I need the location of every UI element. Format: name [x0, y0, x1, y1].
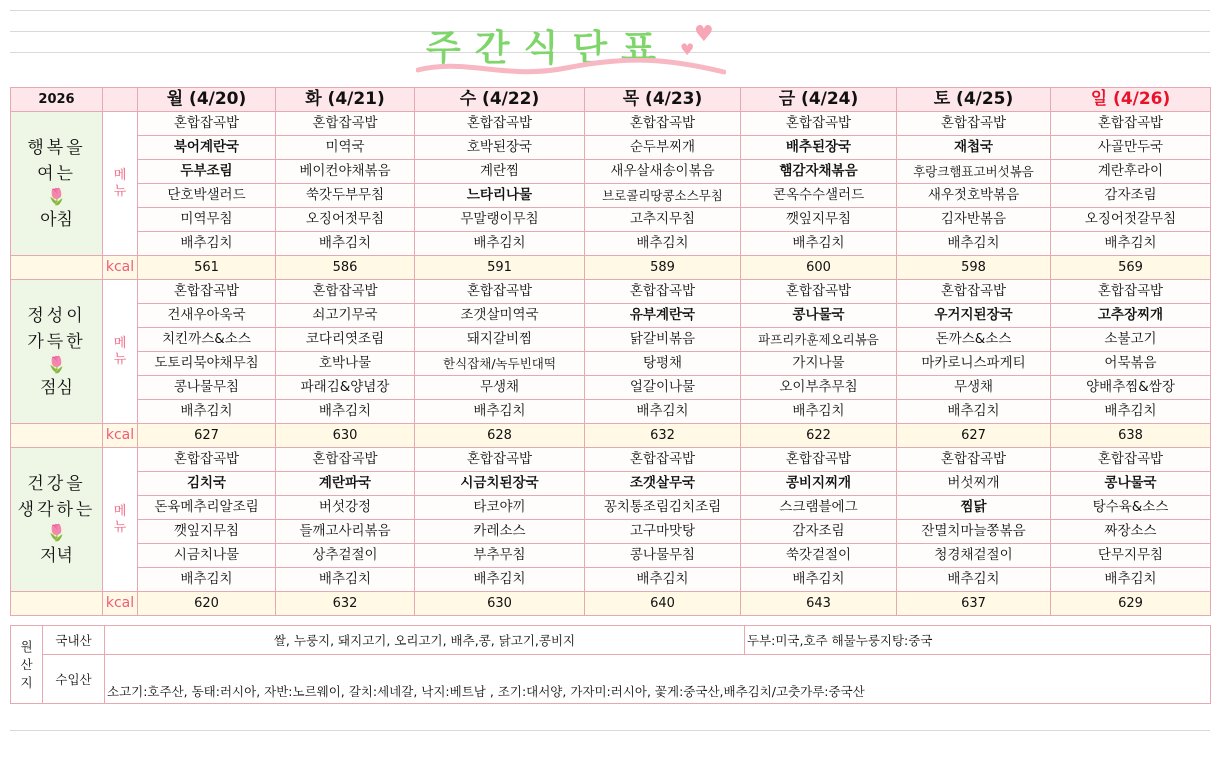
- menu-item: 돈육메추리알조림: [138, 496, 276, 520]
- kcal-value: 629: [1051, 592, 1211, 616]
- menu-item: 혼합잡곡밥: [1051, 280, 1211, 304]
- kcal-value: 630: [415, 592, 585, 616]
- title-area: [276, 10, 900, 80]
- menu-item: 타코야끼: [415, 496, 585, 520]
- menu-item: 탕평채: [585, 352, 741, 376]
- menu-item: 새우젓호박볶음: [897, 184, 1051, 208]
- menu-label-text: 메뉴: [113, 503, 127, 535]
- menu-item: 마카로니스파게티: [897, 352, 1051, 376]
- kcal-value: 589: [585, 256, 741, 280]
- domestic-text: 쌀, 누룽지, 돼지고기, 오리고기, 배추,콩, 닭고기,콩비지: [105, 626, 745, 655]
- menu-item: 무생채: [897, 376, 1051, 400]
- menu-item: 배추김치: [276, 232, 415, 256]
- menu-item: 카레소스: [415, 520, 585, 544]
- menu-item: 유부계란국: [585, 304, 741, 328]
- menu-item: 혼합잡곡밥: [897, 448, 1051, 472]
- weekly-menu-table: [10, 87, 1211, 616]
- menu-item: 무생채: [415, 376, 585, 400]
- kcal-value: 620: [138, 592, 276, 616]
- menu-item: 얼갈이나물: [585, 376, 741, 400]
- menu-item: 상추겉절이: [276, 544, 415, 568]
- menu-item: 배추김치: [741, 400, 897, 424]
- menu-item: 배추김치: [415, 400, 585, 424]
- menu-item: 들깨고사리볶음: [276, 520, 415, 544]
- menu-row: [11, 472, 1211, 496]
- menu-item: 쑥갓겉절이: [741, 544, 897, 568]
- menu-item: 배추김치: [585, 232, 741, 256]
- menu-item: 혼합잡곡밥: [741, 280, 897, 304]
- menu-item: 찜닭: [897, 496, 1051, 520]
- menu-item: 배추김치: [741, 568, 897, 592]
- menu-row: [11, 304, 1211, 328]
- kcal-value: 622: [741, 424, 897, 448]
- mixed-origin-text: 두부:미국,호주 해물누룽지탕:중국: [745, 626, 1211, 655]
- header-row: [11, 88, 1211, 112]
- menu-item: 배추김치: [138, 568, 276, 592]
- menu-item: 부추무침: [415, 544, 585, 568]
- menu-item: 버섯강정: [276, 496, 415, 520]
- heart-icon: ♥: [680, 40, 695, 59]
- menu-item: 시금치나물: [138, 544, 276, 568]
- meal-name-cell: [11, 280, 103, 424]
- menu-item: 베이컨야채볶음: [276, 160, 415, 184]
- menu-row: [11, 328, 1211, 352]
- menu-item: 햄감자채볶음: [741, 160, 897, 184]
- menu-row: [11, 208, 1211, 232]
- blank-header-cell: [103, 88, 138, 112]
- menu-item: 계란파국: [276, 472, 415, 496]
- meal-name-cell: [11, 112, 103, 256]
- kcal-value: 630: [276, 424, 415, 448]
- day-header: 월 (4/20): [138, 88, 276, 112]
- tulip-icon: 🌷: [46, 522, 67, 542]
- menu-item: 후랑크햄표고버섯볶음: [897, 160, 1051, 184]
- menu-row: [11, 184, 1211, 208]
- menu-item: 계란찜: [415, 160, 585, 184]
- kcal-value: 591: [415, 256, 585, 280]
- meal-name-line: 아침: [40, 209, 73, 230]
- day-header: 일 (4/26): [1051, 88, 1211, 112]
- kcal-label: kcal: [103, 592, 138, 616]
- menu-item: 배추김치: [276, 568, 415, 592]
- kcal-value: 638: [1051, 424, 1211, 448]
- kcal-value: 561: [138, 256, 276, 280]
- menu-item: 혼합잡곡밥: [585, 112, 741, 136]
- menu-row: [11, 568, 1211, 592]
- menu-item: 단무지무침: [1051, 544, 1211, 568]
- meal-name-cell: [11, 448, 103, 592]
- menu-row: [11, 232, 1211, 256]
- menu-item: 건새우아욱국: [138, 304, 276, 328]
- menu-item: 브로콜리땅콩소스무침: [585, 184, 741, 208]
- menu-item: 순두부찌개: [585, 136, 741, 160]
- meal-name-line: 여는: [37, 163, 76, 184]
- menu-row: [11, 496, 1211, 520]
- menu-row: [11, 520, 1211, 544]
- kcal-row: [11, 256, 1211, 280]
- menu-item: 호박된장국: [415, 136, 585, 160]
- menu-item: 치킨까스&소스: [138, 328, 276, 352]
- menu-item: 돈까스&소스: [897, 328, 1051, 352]
- kcal-value: 632: [276, 592, 415, 616]
- kcal-value: 637: [897, 592, 1051, 616]
- menu-item: 쇠고기무국: [276, 304, 415, 328]
- menu-row: [11, 544, 1211, 568]
- menu-item: 오이부추무침: [741, 376, 897, 400]
- menu-item: 조갯살무국: [585, 472, 741, 496]
- menu-item: 혼합잡곡밥: [276, 280, 415, 304]
- menu-item: 배추김치: [585, 568, 741, 592]
- menu-item: 파프리카훈제오리볶음: [741, 328, 897, 352]
- meal-name-line: 생각하는: [17, 499, 96, 520]
- kcal-value: 643: [741, 592, 897, 616]
- menu-item: 탕수육&소스: [1051, 496, 1211, 520]
- menu-item: 코다리엿조림: [276, 328, 415, 352]
- kcal-value: 627: [897, 424, 1051, 448]
- meal-name-line: 정성이: [27, 305, 86, 326]
- menu-item: 배추김치: [741, 232, 897, 256]
- menu-item: 배추김치: [897, 568, 1051, 592]
- menu-item: 배추된장국: [741, 136, 897, 160]
- meal-name-line: 가득한: [27, 331, 86, 352]
- menu-item: 배추김치: [897, 400, 1051, 424]
- menu-row: [11, 376, 1211, 400]
- menu-item: 혼합잡곡밥: [897, 112, 1051, 136]
- menu-item: 배추김치: [1051, 400, 1211, 424]
- kcal-value: 640: [585, 592, 741, 616]
- menu-item: 돼지갈비찜: [415, 328, 585, 352]
- menu-row: [11, 448, 1211, 472]
- year-cell: 2026: [11, 88, 103, 112]
- menu-row: [11, 352, 1211, 376]
- menu-row: [11, 136, 1211, 160]
- menu-item: 오징어젓무침: [276, 208, 415, 232]
- menu-item: 잔멸치마늘쫑볶음: [897, 520, 1051, 544]
- menu-item: 혼합잡곡밥: [415, 112, 585, 136]
- menu-item: 재첩국: [897, 136, 1051, 160]
- menu-item: 짜장소스: [1051, 520, 1211, 544]
- menu-item: 느타리나물: [415, 184, 585, 208]
- menu-item: 배추김치: [585, 400, 741, 424]
- day-header: 금 (4/24): [741, 88, 897, 112]
- menu-item: 배추김치: [897, 232, 1051, 256]
- menu-item: 쑥갓두부무침: [276, 184, 415, 208]
- menu-item: 콩나물무침: [138, 376, 276, 400]
- menu-item: 김치국: [138, 472, 276, 496]
- menu-item: 혼합잡곡밥: [415, 280, 585, 304]
- day-header: 수 (4/22): [415, 88, 585, 112]
- meal-name-line: 건강을: [27, 473, 86, 494]
- menu-item: 고추장찌개: [1051, 304, 1211, 328]
- menu-item: 어묵볶음: [1051, 352, 1211, 376]
- menu-item: 닭갈비볶음: [585, 328, 741, 352]
- kcal-blank: [11, 424, 103, 448]
- menu-item: 배추김치: [276, 400, 415, 424]
- menu-item: 배추김치: [1051, 568, 1211, 592]
- menu-item: 가지나물: [741, 352, 897, 376]
- menu-item: 김자반볶음: [897, 208, 1051, 232]
- menu-item: 콩비지찌개: [741, 472, 897, 496]
- menu-item: 버섯찌개: [897, 472, 1051, 496]
- menu-label-text: 메뉴: [113, 335, 127, 367]
- menu-item: 콩나물국: [1051, 472, 1211, 496]
- menu-item: 미역국: [276, 136, 415, 160]
- menu-item: 도토리묵야채무침: [138, 352, 276, 376]
- menu-item: 깻잎지무침: [741, 208, 897, 232]
- menu-item: 깻잎지무침: [138, 520, 276, 544]
- menu-item: 혼합잡곡밥: [741, 448, 897, 472]
- kcal-value: 600: [741, 256, 897, 280]
- menu-row: [11, 280, 1211, 304]
- menu-item: 소불고기: [1051, 328, 1211, 352]
- menu-item: 혼합잡곡밥: [276, 448, 415, 472]
- tulip-icon: 🌷: [46, 354, 67, 374]
- kcal-label: kcal: [103, 424, 138, 448]
- day-header: 목 (4/23): [585, 88, 741, 112]
- menu-item: 배추김치: [138, 232, 276, 256]
- menu-item: 단호박샐러드: [138, 184, 276, 208]
- kcal-row: [11, 424, 1211, 448]
- menu-item: 혼합잡곡밥: [1051, 112, 1211, 136]
- kcal-value: 627: [138, 424, 276, 448]
- menu-item: 감자조림: [741, 520, 897, 544]
- menu-item: 시금치된장국: [415, 472, 585, 496]
- menu-item: 감자조림: [1051, 184, 1211, 208]
- menu-item: 배추김치: [415, 568, 585, 592]
- domestic-label: 국내산: [43, 626, 105, 655]
- kcal-row: [11, 592, 1211, 616]
- origin-table: [10, 625, 1211, 704]
- menu-item: 우거지된장국: [897, 304, 1051, 328]
- day-header: 토 (4/25): [897, 88, 1051, 112]
- menu-label: [103, 448, 138, 592]
- tulip-icon: 🌷: [46, 186, 67, 206]
- wave-decoration: [416, 58, 726, 80]
- kcal-value: 569: [1051, 256, 1211, 280]
- origin-label-text: 원산지: [20, 638, 33, 690]
- menu-item: 한식잡채/녹두빈대떡: [415, 352, 585, 376]
- menu-row: [11, 160, 1211, 184]
- menu-item: 꽁치통조림김치조림: [585, 496, 741, 520]
- menu-item: 혼합잡곡밥: [1051, 448, 1211, 472]
- origin-label: [11, 626, 43, 704]
- menu-item: 북어계란국: [138, 136, 276, 160]
- menu-item: 콩나물국: [741, 304, 897, 328]
- menu-item: 호박나물: [276, 352, 415, 376]
- import-text: 소고기:호주산, 동태:러시아, 자반:노르웨이, 갈치:세네갈, 낙지:베트남 , 조기:대서양, 가자미:러시아, 꽃게:중국산,배추김치/고춧가루:중국산: [105, 655, 1211, 704]
- menu-item: 혼합잡곡밥: [741, 112, 897, 136]
- menu-item: 배추김치: [415, 232, 585, 256]
- menu-item: 혼합잡곡밥: [138, 448, 276, 472]
- kcal-value: 598: [897, 256, 1051, 280]
- menu-item: 미역무침: [138, 208, 276, 232]
- menu-item: 양배추찜&쌈장: [1051, 376, 1211, 400]
- menu-row: [11, 400, 1211, 424]
- menu-item: 사골만두국: [1051, 136, 1211, 160]
- menu-item: 배추김치: [138, 400, 276, 424]
- menu-item: 조갯살미역국: [415, 304, 585, 328]
- menu-item: 혼합잡곡밥: [415, 448, 585, 472]
- menu-item: 스크램블에그: [741, 496, 897, 520]
- import-label: 수입산: [43, 655, 105, 704]
- menu-item: 새우살새송이볶음: [585, 160, 741, 184]
- menu-item: 혼합잡곡밥: [138, 280, 276, 304]
- kcal-blank: [11, 256, 103, 280]
- kcal-value: 632: [585, 424, 741, 448]
- menu-item: 파래김&양념장: [276, 376, 415, 400]
- meal-name-line: 점심: [40, 377, 73, 398]
- menu-item: 무말랭이무침: [415, 208, 585, 232]
- menu-item: 콘옥수수샐러드: [741, 184, 897, 208]
- menu-item: 콩나물무침: [585, 544, 741, 568]
- menu-item: 청경채겉절이: [897, 544, 1051, 568]
- menu-item: 고추지무침: [585, 208, 741, 232]
- menu-item: 혼합잡곡밥: [585, 280, 741, 304]
- day-header: 화 (4/21): [276, 88, 415, 112]
- menu-item: 배추김치: [1051, 232, 1211, 256]
- menu-item: 오징어젓갈무침: [1051, 208, 1211, 232]
- menu-item: 두부조림: [138, 160, 276, 184]
- heart-icon: ♥: [694, 22, 714, 47]
- menu-item: 혼합잡곡밥: [585, 448, 741, 472]
- menu-item: 계란후라이: [1051, 160, 1211, 184]
- kcal-blank: [11, 592, 103, 616]
- menu-row: [11, 112, 1211, 136]
- kcal-value: 586: [276, 256, 415, 280]
- menu-label: [103, 280, 138, 424]
- meal-name-line: 저녁: [40, 545, 73, 566]
- kcal-value: 628: [415, 424, 585, 448]
- kcal-label: kcal: [103, 256, 138, 280]
- menu-item: 혼합잡곡밥: [897, 280, 1051, 304]
- menu-label: [103, 112, 138, 256]
- menu-label-text: 메뉴: [113, 167, 127, 199]
- page-title: 주간식단표: [426, 28, 670, 69]
- menu-item: 혼합잡곡밥: [138, 112, 276, 136]
- menu-item: 고구마맛탕: [585, 520, 741, 544]
- meal-name-line: 행복을: [27, 137, 86, 158]
- sheet-gridline: [10, 730, 1210, 731]
- menu-item: 혼합잡곡밥: [276, 112, 415, 136]
